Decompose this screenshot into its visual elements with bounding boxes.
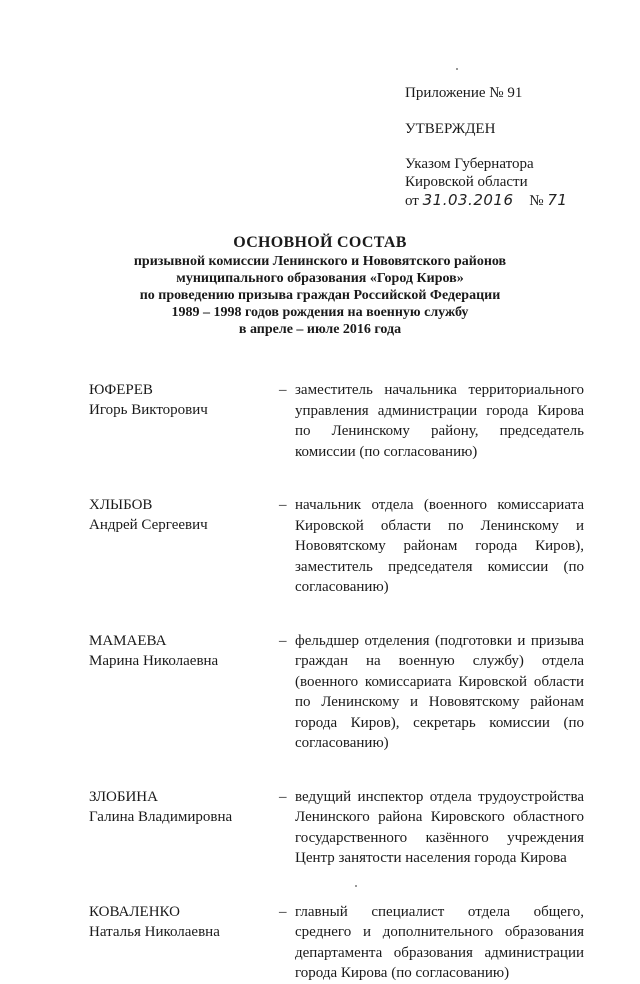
title-main: ОСНОВНОЙ СОСТАВ (233, 234, 407, 251)
member-entry (89, 631, 584, 754)
member-surname: ЮФЕРЕВ (89, 382, 153, 398)
member-name (89, 631, 279, 754)
appendix-label: Приложение № 91 (405, 85, 523, 101)
member-surname: ХЛЫБОВ (89, 497, 153, 513)
member-given-name: Марина Николаевна (89, 652, 219, 669)
member-name (89, 787, 279, 869)
date-prefix: от (405, 193, 419, 209)
decree-line-1: Указом Губернатора (405, 156, 534, 172)
member-given-name: Наталья Николаевна (89, 923, 220, 940)
number-label: № (529, 193, 544, 209)
dash: – (279, 382, 287, 398)
member-entry (89, 902, 584, 984)
member-name (89, 902, 279, 984)
member-name (89, 380, 279, 462)
decree-date-line (405, 191, 625, 210)
member-role: заместитель начальника территориального управления администрации города Кирова по Ленинскому району, председатель комиссии (по согласованию) (295, 382, 584, 460)
member-role: главный специалист отдела общего, среднего и дополнительного образования департамента образования администрации города Кирова (по согласованию) (295, 903, 584, 981)
member-entry (89, 380, 584, 462)
approval-block (405, 84, 625, 210)
decree-line-2: Кировской области (405, 174, 528, 190)
title-line: по проведению призыва граждан Российской Федерации (139, 288, 501, 303)
member-given-name: Андрей Сергеевич (89, 517, 208, 533)
title-line: 1989 – 1998 годов рождения на военную службу (171, 305, 469, 320)
member-role: начальник отдела (военного комиссариата Кировской области по Ленинскому и Нововятскому районам города Киров), заместитель председателя комиссии (по согласованию) (295, 497, 584, 595)
member-name (89, 495, 279, 598)
scan-speck (456, 68, 458, 70)
scan-speck (355, 885, 357, 887)
member-surname: КОВАЛЕНКО (89, 903, 180, 920)
dash: – (279, 903, 287, 920)
dash: – (279, 497, 287, 513)
title-line: муниципального образования «Город Киров» (176, 271, 464, 286)
dash: – (279, 632, 287, 649)
member-entry (89, 787, 584, 869)
document-title (0, 233, 640, 338)
members-list (89, 380, 584, 984)
member-surname: ЗЛОБИНА (89, 788, 158, 805)
member-given-name: Галина Владимировна (89, 808, 233, 825)
member-entry (89, 495, 584, 598)
member-role: фельдшер отделения (подготовки и призыва граждан на военную службу) отдела (военного комиссариата Кировской области по Ленинскому и Нововятскому районам города Киров), секретарь комиссии (по согласованию) (295, 632, 584, 751)
title-line: в апреле – июле 2016 года (238, 322, 402, 337)
member-given-name: Игорь Викторович (89, 402, 208, 418)
approved-label: УТВЕРЖДЕН (405, 121, 496, 137)
handwritten-number: 71 (547, 191, 568, 209)
dash: – (279, 788, 287, 805)
title-line: призывной комиссии Ленинского и Нововятского районов (133, 254, 507, 269)
member-surname: МАМАЕВА (89, 632, 167, 649)
member-role: ведущий инспектор отдела трудоустройства Ленинского района Кировского областного государственного казённого учреждения Центр занятости населения города Кирова (295, 788, 584, 866)
handwritten-date: 31.03.2016 (422, 191, 514, 209)
